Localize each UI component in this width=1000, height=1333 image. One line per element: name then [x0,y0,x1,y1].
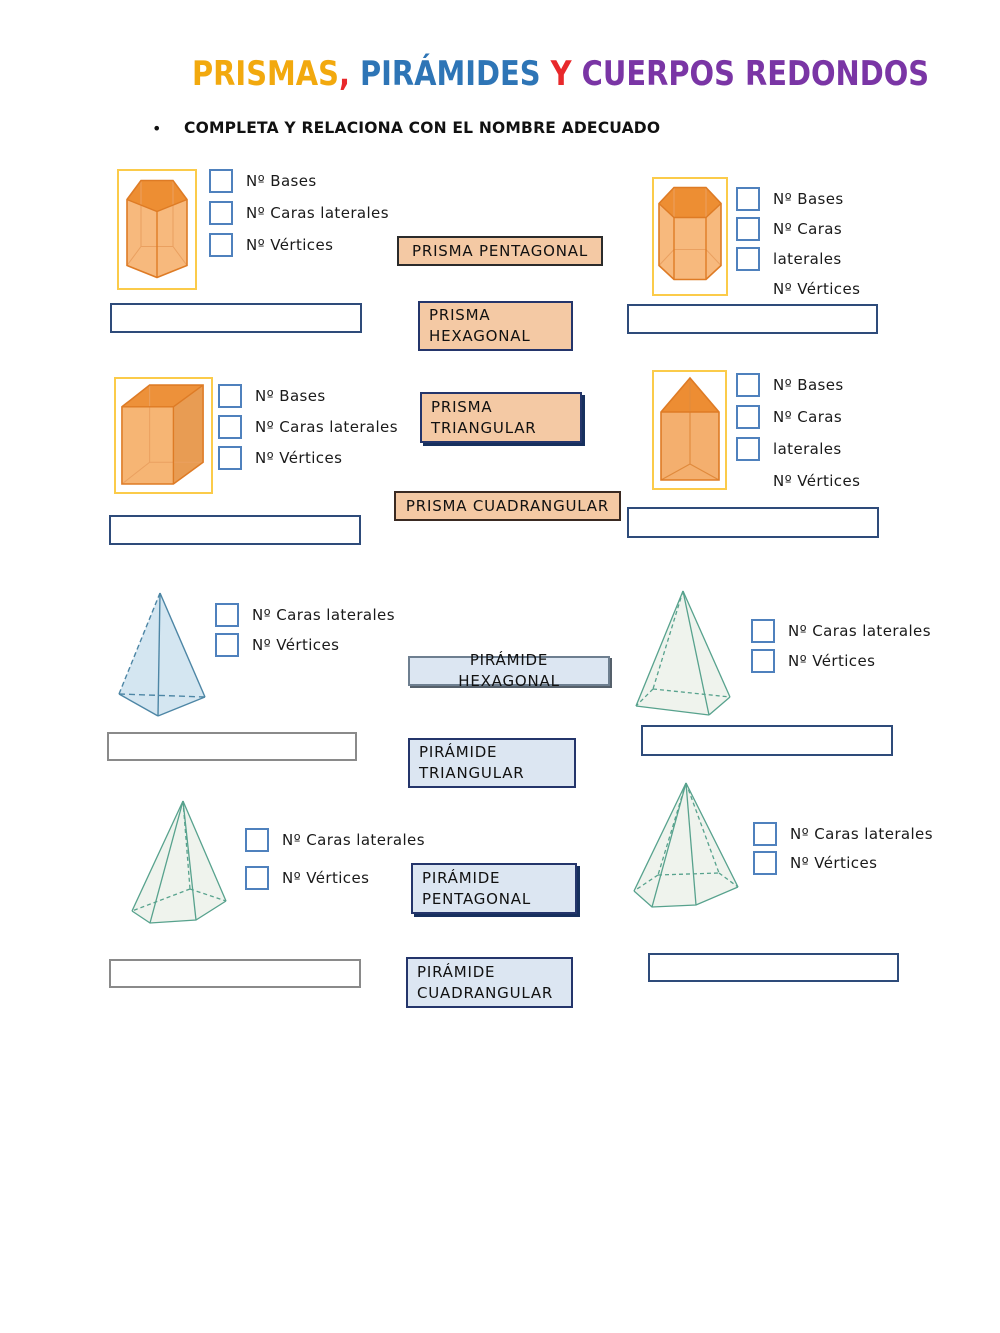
checkbox-row [736,437,860,461]
answer-input-piramide-pentagonal[interactable] [109,959,361,988]
title-segment-prismas: PRISMAS [192,54,339,94]
answer-input-prisma-triangular[interactable] [627,507,879,538]
bases-count-checkbox[interactable] [218,384,242,408]
checkbox-row [736,217,860,241]
caras-laterales-count-checkbox[interactable] [215,603,239,627]
checkbox-row [753,822,933,846]
checkbox-row [209,233,389,257]
checkbox-row [736,469,860,493]
vertices-count-checkbox[interactable] [753,851,777,875]
vertices-count-checkbox[interactable] [751,649,775,673]
answer-input-prisma-hexagonal[interactable] [627,304,878,334]
title-segment-piramides: PIRÁMIDES [349,54,551,94]
checkbox-label: laterales [773,250,842,268]
triangular-pyramid-drawing [117,590,207,718]
piramide-cuadrangular-checklist [751,619,931,673]
name-label-piramide-triangular[interactable]: PIRÁMIDE TRIANGULAR [408,738,576,788]
checkbox-label: Nº Caras laterales [790,825,933,843]
checkbox-label: Nº Vértices [252,636,340,654]
checkbox-label: Nº Bases [255,387,326,405]
checkbox-spacer [736,277,760,301]
checkbox-label: Nº Caras [773,220,843,238]
caras-laterales-count-checkbox[interactable] [245,828,269,852]
piramide-pentagonal-checklist [245,828,425,890]
checkbox-row [215,633,395,657]
checkbox-row [751,619,931,643]
bases-count-checkbox[interactable] [736,373,760,397]
checkbox-row [736,277,860,301]
name-label-piramide-cuadrangular[interactable]: PIRÁMIDE CUADRANGULAR [406,957,573,1008]
caras-laterales-count-checkbox[interactable] [751,619,775,643]
name-label-piramide-pentagonal[interactable]: PIRÁMIDE PENTAGONAL [411,863,577,914]
checkbox-label: Nº Vértices [790,854,878,872]
answer-input-piramide-hexagonal[interactable] [648,953,899,982]
checkbox-label: Nº Vértices [773,472,861,490]
checkbox-row [736,187,860,211]
vertices-count-checkbox[interactable] [209,233,233,257]
checkbox-label: Nº Bases [246,172,317,190]
checkbox-label: Nº Caras laterales [282,831,425,849]
checkbox-label: Nº Bases [773,376,844,394]
caras-laterales-count-checkbox[interactable] [736,217,760,241]
triangular-pyramid-image [117,590,207,718]
quadrangular-prism-image [114,377,213,494]
caras-laterales-count-checkbox[interactable] [753,822,777,846]
checkbox-label: Nº Vértices [255,449,343,467]
vertices-count-checkbox[interactable] [218,446,242,470]
vertices-count-checkbox[interactable] [736,247,760,271]
triangular-prism-image [652,370,727,490]
checkbox-label: Nº Caras laterales [252,606,395,624]
instruction-text: COMPLETA Y RELACIONA CON EL NOMBRE ADECUADO [184,118,661,137]
vertices-count-checkbox[interactable] [245,866,269,890]
prisma-pentagonal-checklist [209,169,389,257]
vertices-count-checkbox[interactable] [215,633,239,657]
checkbox-row [736,373,860,397]
checkbox-row [736,247,860,271]
prisma-cuadrangular-checklist [218,384,398,470]
title-segment-y: Y [550,54,572,94]
name-label-prisma-cuadrangular[interactable]: PRISMA CUADRANGULAR [394,491,621,521]
title-segment-comma: , [338,54,350,94]
checkbox-row [751,649,931,673]
hexagonal-prism-drawing [654,179,726,294]
bases-count-checkbox[interactable] [736,187,760,211]
hexagonal-pyramid-image [633,781,739,909]
name-label-prisma-triangular[interactable]: PRISMA TRIANGULAR [420,392,582,443]
caras-laterales-count-checkbox[interactable] [209,201,233,225]
hexagonal-pyramid-drawing [633,781,739,909]
bullet-marker: • [152,119,162,138]
pentagonal-pyramid-image [130,799,228,925]
piramide-hexagonal-checklist [753,822,933,875]
answer-input-prisma-pentagonal[interactable] [110,303,362,333]
checkbox-label: Nº Vértices [788,652,876,670]
checkbox-label: Nº Caras [773,408,843,426]
checkbox-row [218,384,398,408]
name-label-piramide-hexagonal[interactable]: PIRÁMIDE HEXAGONAL [408,656,610,686]
quadrangular-prism-drawing [116,379,211,492]
caras-laterales-count-checkbox[interactable] [736,405,760,429]
checkbox-row [245,866,425,890]
page-title [192,54,929,94]
hexagonal-prism-image [652,177,728,296]
checkbox-label: laterales [773,440,842,458]
answer-input-piramide-triangular[interactable] [107,732,357,761]
name-label-prisma-pentagonal[interactable]: PRISMA PENTAGONAL [397,236,603,266]
piramide-triangular-checklist [215,603,395,657]
caras-laterales-count-checkbox[interactable] [218,415,242,439]
checkbox-label: Nº Vértices [246,236,334,254]
checkbox-spacer [736,469,760,493]
checkbox-row [209,169,389,193]
checkbox-row [736,405,860,429]
name-label-prisma-hexagonal[interactable]: PRISMA HEXAGONAL [418,301,573,351]
checkbox-row [753,851,933,875]
checkbox-row [215,603,395,627]
title-segment-cuerpos-redondos: CUERPOS REDONDOS [571,54,930,94]
vertices-count-checkbox[interactable] [736,437,760,461]
quadrangular-pyramid-drawing [633,588,731,716]
answer-input-piramide-cuadrangular[interactable] [641,725,893,756]
checkbox-label: Nº Bases [773,190,844,208]
checkbox-row [218,446,398,470]
triangular-prism-drawing [654,372,725,488]
prisma-triangular-checklist [736,373,860,493]
checkbox-label: Nº Caras laterales [788,622,931,640]
checkbox-row [209,201,389,225]
prisma-hexagonal-checklist [736,187,860,301]
bases-count-checkbox[interactable] [209,169,233,193]
checkbox-label: Nº Vértices [773,280,861,298]
answer-input-prisma-cuadrangular[interactable] [109,515,361,545]
pentagonal-pyramid-drawing [130,799,228,925]
checkbox-label: Nº Vértices [282,869,370,887]
pentagonal-prism-drawing [119,171,195,288]
checkbox-label: Nº Caras laterales [246,204,389,222]
checkbox-row [245,828,425,852]
quadrangular-pyramid-image [633,588,731,716]
checkbox-label: Nº Caras laterales [255,418,398,436]
pentagonal-prism-image [117,169,197,290]
checkbox-row [218,415,398,439]
